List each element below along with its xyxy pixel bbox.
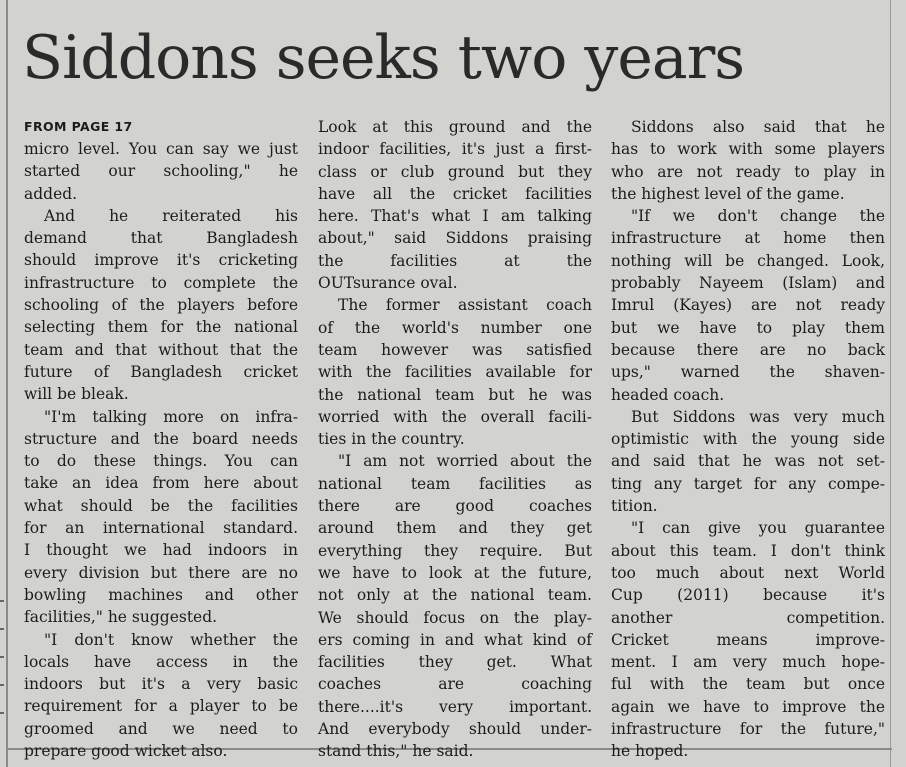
text-line: with the facilities available for bbox=[318, 363, 592, 382]
text-line: ment. I am very much hope- bbox=[611, 653, 885, 672]
text-line: indoor facilities, it's just a first- bbox=[318, 140, 592, 159]
text-line: started our schooling," he bbox=[24, 162, 298, 181]
text-line: about this team. I don't think bbox=[611, 541, 885, 560]
text-line: prepare good wicket also. bbox=[24, 742, 228, 761]
text-line: infrastructure to complete the bbox=[24, 273, 298, 292]
text-line: everything they require. But bbox=[318, 541, 592, 560]
text-line: Cricket means improve- bbox=[611, 630, 885, 649]
text-line: We should focus on the play- bbox=[318, 608, 592, 627]
text-line: I thought we had indoors in bbox=[24, 541, 298, 560]
text-line: requirement for a player to be bbox=[24, 697, 298, 716]
article-column-2 bbox=[318, 116, 592, 763]
text-line: indoors but it's a very basic bbox=[24, 675, 298, 694]
text-line: here. That's what I am talking bbox=[318, 207, 592, 226]
text-line: infrastructure at home then bbox=[611, 229, 885, 248]
text-line: coaches are coaching bbox=[318, 675, 592, 694]
text-line: future of Bangladesh cricket bbox=[24, 362, 298, 381]
text-line: "If we don't change the bbox=[631, 207, 885, 226]
text-line: of the world's number one bbox=[318, 318, 592, 337]
text-line: added. bbox=[24, 184, 78, 203]
text-line: Look at this ground and the bbox=[318, 118, 592, 136]
text-line: And he reiterated his bbox=[44, 206, 298, 225]
text-line: the national team but he was bbox=[318, 385, 592, 404]
text-line: there are good coaches bbox=[318, 497, 592, 516]
text-line: ties in the country. bbox=[318, 430, 465, 449]
column-3-body bbox=[611, 116, 885, 763]
text-line: facilities they get. What bbox=[318, 653, 592, 672]
text-line: to do these things. You can bbox=[24, 452, 298, 471]
text-line: micro level. You can say we just bbox=[24, 140, 298, 158]
text-line: ting any target for any compe- bbox=[611, 474, 885, 493]
text-line: what should be the facilities bbox=[24, 496, 298, 515]
text-line: team however was satisfied bbox=[318, 340, 592, 359]
text-line: groomed and we need to bbox=[24, 719, 298, 738]
text-line: for an international standard. bbox=[24, 519, 298, 538]
text-line: probably Nayeem (Islam) and bbox=[611, 274, 885, 293]
text-line: structure and the board needs bbox=[24, 429, 298, 448]
text-line: headed coach. bbox=[611, 385, 725, 404]
text-line: class or club ground but they bbox=[318, 162, 592, 181]
article-column-3 bbox=[611, 116, 885, 763]
text-line: about," said Siddons praising bbox=[318, 229, 592, 248]
from-page-label: FROM PAGE 17 bbox=[24, 119, 133, 134]
text-line: team and that without that the bbox=[24, 340, 298, 359]
text-line: take an idea from here about bbox=[24, 474, 298, 493]
text-line: OUTsurance oval. bbox=[318, 274, 458, 293]
right-column-rule bbox=[890, 0, 891, 767]
text-line: has to work with some players bbox=[611, 140, 885, 159]
text-line: Imrul (Kayes) are not ready bbox=[611, 296, 885, 315]
text-line: schooling of the players before bbox=[24, 296, 298, 315]
text-line: But Siddons was very much bbox=[631, 407, 885, 426]
text-line: And everybody should under- bbox=[318, 720, 592, 739]
text-line: "I am not worried about the bbox=[338, 452, 592, 471]
text-line: because there are no back bbox=[611, 340, 885, 359]
text-line: again we have to improve the bbox=[611, 697, 885, 716]
text-line: Siddons also said that he bbox=[631, 118, 885, 136]
column-1-body bbox=[24, 138, 298, 762]
text-line: have all the cricket facilities bbox=[318, 184, 592, 203]
text-line: facilities," he suggested. bbox=[24, 608, 218, 627]
text-line: who are not ready to play in bbox=[611, 162, 885, 181]
text-line: the facilities at the bbox=[318, 251, 592, 270]
text-line: nothing will be changed. Look, bbox=[611, 251, 885, 270]
text-line: not only at the national team. bbox=[318, 586, 592, 605]
text-line: bowling machines and other bbox=[24, 585, 298, 604]
text-line: tition. bbox=[611, 497, 658, 516]
text-line: demand that Bangladesh bbox=[24, 229, 298, 248]
headline: Siddons seeks two years bbox=[22, 23, 745, 93]
text-line: there....it's very important. bbox=[318, 697, 592, 716]
text-line: ups," warned the shaven- bbox=[611, 363, 885, 382]
text-line: another competition. bbox=[611, 608, 885, 627]
text-line: will be bleak. bbox=[24, 385, 129, 404]
text-line: around them and they get bbox=[318, 519, 592, 538]
text-line: "I don't know whether the bbox=[44, 630, 298, 649]
text-line: worried with the overall facili- bbox=[318, 407, 592, 426]
text-line: he hoped. bbox=[611, 742, 689, 761]
text-line: but we have to play them bbox=[611, 318, 885, 337]
text-line: stand this," he said. bbox=[318, 742, 474, 761]
text-line: Cup (2011) because it's bbox=[611, 586, 885, 605]
text-line: locals have access in the bbox=[24, 652, 298, 671]
text-line: ers coming in and what kind of bbox=[318, 630, 592, 649]
text-line: we have to look at the future, bbox=[318, 563, 592, 582]
text-line: every division but there are no bbox=[24, 563, 298, 582]
text-line: and said that he was not set- bbox=[611, 452, 885, 471]
text-line: selecting them for the national bbox=[24, 318, 298, 337]
text-line: should improve it's cricketing bbox=[24, 251, 298, 270]
margin-marks bbox=[0, 600, 6, 740]
text-line: infrastructure for the future," bbox=[611, 720, 885, 739]
text-line: too much about next World bbox=[611, 563, 885, 582]
text-line: ful with the team but once bbox=[611, 675, 885, 694]
column-2-body bbox=[318, 116, 592, 763]
text-line: the highest level of the game. bbox=[611, 184, 845, 203]
left-column-rule bbox=[6, 0, 8, 767]
text-line: "I'm talking more on infra- bbox=[44, 407, 298, 426]
text-line: optimistic with the young side bbox=[611, 430, 885, 449]
text-line: national team facilities as bbox=[318, 474, 592, 493]
text-line: The former assistant coach bbox=[338, 296, 592, 315]
text-line: "I can give you guarantee bbox=[631, 519, 885, 538]
article-column-1 bbox=[24, 116, 298, 762]
